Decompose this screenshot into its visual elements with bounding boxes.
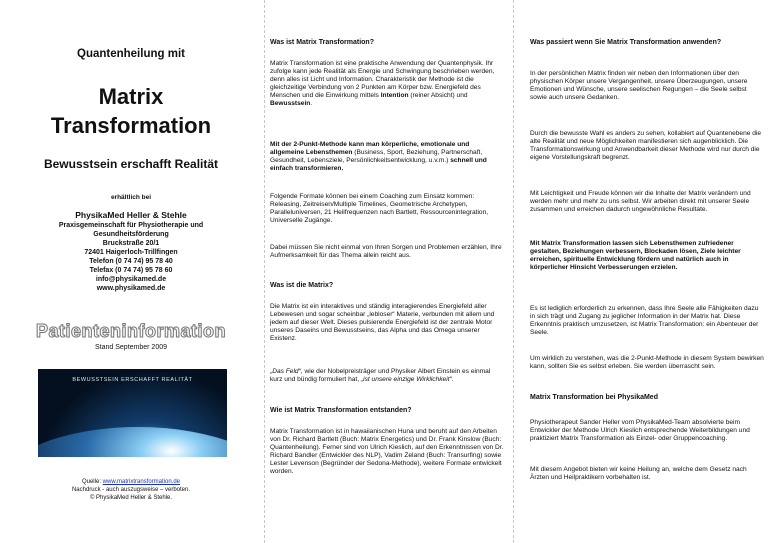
paragraph (270, 141, 504, 173)
text: (reiner Absicht) und (408, 92, 468, 100)
image-caption: BEWUSSTSEIN ERSCHAFFT REALITÄT (72, 377, 193, 383)
source-line (0, 478, 262, 486)
source-link[interactable]: www.matrixtransformation.de (102, 479, 181, 485)
paragraph: In der persönlichen Matrix finden wir neben den Informationen über den physischen Körper unsere Vergangenheit, unsere Überzeugungen, unsere Emotionen und Wünsche, unsere seelischen Regungen – die Seele selbst sowie auch unsere Gedanken. (530, 70, 748, 102)
footer-copyright: © PhysikaMed Heller & Stehle. (89, 495, 173, 501)
paragraph: Die Matrix ist ein interaktives und ständig interagierendes Energiefeld aller Lebewesen und sogar scheinbar „lebloser“ Materie, verbunden mit allem und jedem auf dieser Welt. Dieses pulsierende Energiefeld ist der zentrale Motor unseres Daseins und Bewusstseins, das Alpha und das Omega unserer Existenz. (270, 303, 495, 343)
earth-glow (38, 427, 227, 457)
paragraph-bold: Mit Matrix Transformation lassen sich Lebensthemen zufriedener gestalten, Beziehungen verbessern, Blockaden lösen, Ziele leichter erreichen, spirituelle Entwicklung fördern und natürlich auch in körperlicher Hinsicht Verbesserungen erzielen. (530, 240, 741, 272)
email-link[interactable]: info@physikamed.de (95, 276, 167, 283)
patient-info-heading: Patienteninformation (35, 321, 226, 341)
cover-column (0, 0, 262, 543)
company-name: PhysikaMed Heller & Stehle (75, 210, 187, 220)
source-label: Quelle: (81, 479, 103, 485)
heading-what-happens: Was passiert wenn Sie Matrix Transformation anwenden? (530, 39, 722, 46)
footer-reprint: Nachdruck - auch auszugsweise – verboten. (71, 487, 191, 493)
text: Matrix Transformation ist eine praktische Anwendung der Quantenphysik. Ihr zufolge kann jede Realität als Energie und Schwingung beschrieben werden, denn alles ist Licht und Information. Charakteristik der Methode ist die gleichzeitige Verbindung von 2 Punkten am Körper bzw. Energiefeld des Menschen und die Einwirkung mittels (270, 60, 495, 100)
website-link[interactable]: www.physikamed.de (96, 285, 166, 292)
title-line-2: Transformation (50, 113, 212, 138)
available-at: erhältlich bei (110, 194, 152, 201)
title-line-1: Matrix (98, 84, 164, 109)
contact-line: 72401 Haigerloch-Trillfingen (84, 249, 178, 256)
earth-horizon-image (38, 369, 227, 457)
pre-title: Quantenheilung mit (77, 48, 185, 60)
paragraph: Physiotherapeut Sander Heller vom PhysikaMed-Team absolvierte beim Entwickler der Methode Ulrich Kieslich entsprechende Weiterbildungen und praktiziert Matrix Transformation als Einzel- oder Gruppencoaching. (530, 419, 750, 443)
column-divider (264, 0, 265, 543)
paragraph: Matrix Transformation ist in hawaiianischen Huna und beruht auf den Arbeiten von Dr. Richard Bartlett (Buch: Matrix Energetics) und Dr. Frank Kinslow (Buch: Quantenheilung). Ferner sind von Ulrich Kieslich, auf den Erkenntnissen von Dr. Richard Bandler (Entwickler des NLP), Vadim Zeland (Buch: Transurfing) sowie Lester Levenson (Begründer der Sedona-Methode), weitere Formate entwickelt worden. (270, 428, 504, 476)
paragraph: Dabei müssen Sie nicht einmal von Ihren Sorgen und Problemen erzählen, Ihre Aufmerksamkeit für das Thema allein reicht aus. (270, 244, 502, 260)
paragraph (270, 368, 504, 384)
paragraph: Durch die bewusste Wahl es anders zu sehen, kollabiert auf Quantenebene die alte Realität und neue Möglichkeiten manifestieren sich augenblicklich. Die Transformationswirkung und Anwendbarkeit dieser Methode wird nur durch die eigene Vorstellungskraft begrenzt. (530, 130, 762, 162)
subtitle: Bewusstsein erschafft Realität (43, 157, 219, 171)
right-column (530, 0, 764, 543)
bold-text: schnell und einfach transformieren. (270, 157, 487, 173)
text: (Business, Sport, Beziehung, Partnerschaft, Gesundheit, Lebensziele, Persönlichkeitsentwicklung, u.v.m.) (270, 149, 483, 165)
contact-line: Telefon (0 74 74) 95 78 40 (89, 258, 173, 265)
contact-line: Praxisgemeinschaft für Physiotherapie und (58, 222, 204, 229)
bold-text: Bewusstsein (270, 100, 311, 108)
bold-text: Intention (380, 92, 409, 100)
contact-line: Gesundheitsförderung (93, 231, 169, 238)
paragraph: Um wirklich zu verstehen, was die 2-Punkt-Methode in diesem System bewirken kann, sollten Sie es selbst erleben. Sie werden überrascht sein. (530, 355, 764, 371)
middle-column (270, 0, 504, 543)
paragraph: Mit diesem Angebot bieten wir keine Heilung an, welche dem Gesetz nach Ärzten und Heilpraktikern vorbehalten ist. (530, 466, 747, 482)
paragraph: Matrix Transformation ist eine praktische Anwendung der Quantenphysik. Ihr zufolge kann jede Realität als Energie und Schwingung beschrieben werden, denn alles ist Licht und Information. Charakteristik der Methode ist die gleichzeitige Verbindung von 2 Punkten am Körper bzw. Energiefeld des Menschen und die Einwirkung mittels Intention (reiner Absicht) und Bewusstsein. (270, 60, 495, 108)
heading-what-is-matrix: Was ist die Matrix? (270, 282, 334, 289)
heading-origin: Wie ist Matrix Transformation entstanden? (270, 407, 412, 414)
italic-text: „Das Feld“ (270, 368, 301, 375)
paragraph: Mit Leichtigkeit und Freude können wir die Inhalte der Matrix verändern und werden mehr und mehr zu uns selbst. Wir arbeiten direkt mit unserer Seele zusammen und erreichen dadurch ungewöhnliche Resultate. (530, 190, 751, 214)
date-stand: Stand September 2009 (95, 344, 167, 351)
paragraph: Es ist lediglich erforderlich zu erkennen, dass Ihre Seele alle Fähigkeiten dazu in sich trägt und Zugang zu jeglicher Information in der Matrix hat. Diese Erkenntnis praktisch umzusetzen, ist Matrix Transformation: ein Abenteuer der Seele. (530, 305, 759, 337)
footer (0, 478, 262, 502)
text: , wie der Nobelpreisträger und Physiker Albert Einstein es einmal kurz und bündig formuliert hat, (270, 368, 491, 384)
paragraph: Folgende Formate können bei einem Coaching zum Einsatz kommen: Releasing, Zeitreisen/Multiple Timelines, Geometrische Archetypen, Paralleluniversen, 21 Heilfrequenzen nach Bartlett, Ressourcenintegration, Universelle Zugänge. (270, 193, 489, 225)
heading-at-physikamed: Matrix Transformation bei PhysikaMed (530, 394, 658, 401)
column-divider (513, 0, 514, 543)
contact-block (0, 210, 262, 293)
heading-what-is-mt: Was ist Matrix Transformation? (270, 39, 374, 46)
contact-line: Bruckstraße 20/1 (102, 240, 160, 247)
italic-text: „ist unsere einzige Wirklichkeit“. (360, 376, 454, 384)
bold-text: Mit der 2-Punkt-Methode kann man körperliche, emotionale und allgemeine Lebensthemen (270, 141, 470, 157)
contact-line: Telefax (0 74 74) 95 78 60 (89, 267, 173, 274)
